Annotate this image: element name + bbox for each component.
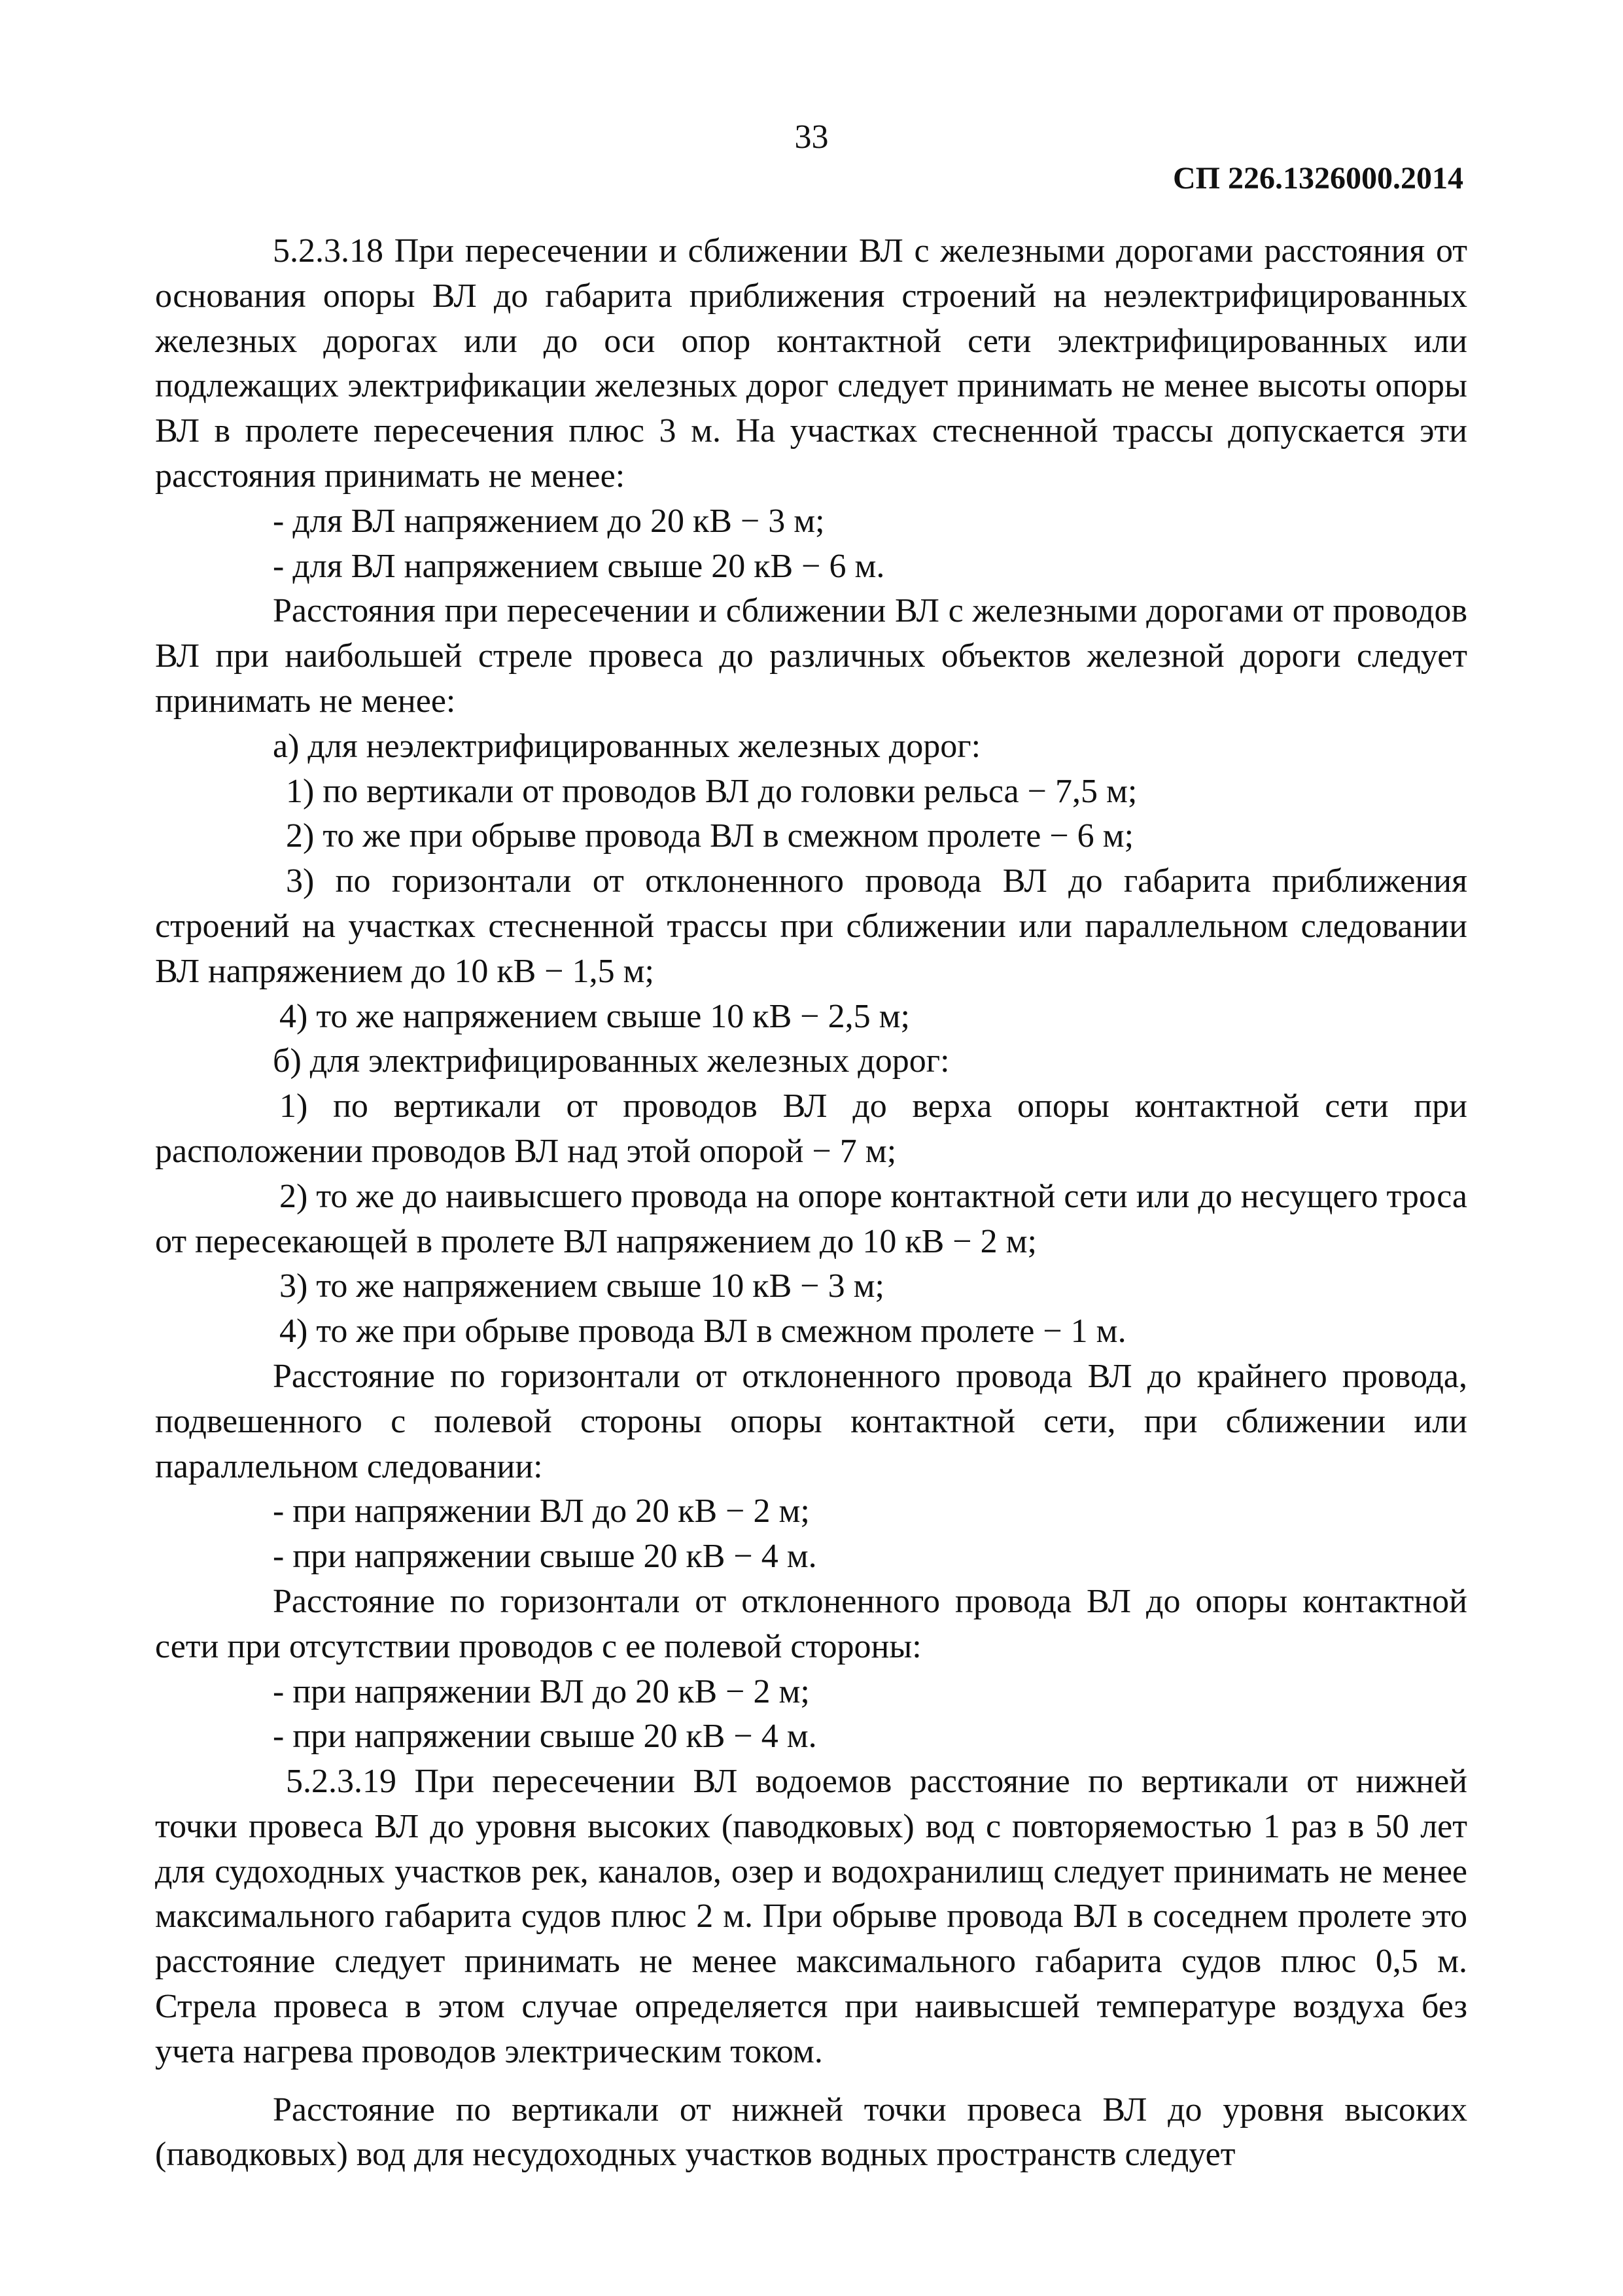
paragraph: Расстояние по вертикали от нижней точки провеса ВЛ до уровня высоких (паводковых) вод для несудоходных участков водных пространств следует (155, 2091, 1467, 2174)
list-item: - при напряжении свыше 20 кВ − 4 м. (273, 1538, 817, 1576)
paragraph-5-2-3-19: 5.2.3.19 При пересечении ВЛ водоемов расстояние по вертикали от нижней точки провеса ВЛ до уровня высоких (паводковых) вод с повторяемостью 1 раз в 50 лет для судоходных участков рек, каналов, озер и водохранилищ следует принимать не менее максимального габарита судов плюс 2 м. При обрыве провода ВЛ в соседнем пролете это расстояние следует принимать не менее максимального габарита судов плюс 0,5 м. Стрела провеса в этом случае определяется при наивысшей температуре воздуха без учета нагрева проводов электрическим током. (155, 1763, 1467, 2070)
list-item: 3) по горизонтали от отклоненного провода ВЛ до габарита приближения строений на участках стесненной трассы при сближении или параллельном следовании ВЛ напряжением до 10 кВ − 1,5 м; (155, 862, 1467, 990)
list-item: - при напряжении свыше 20 кВ − 4 м. (273, 1718, 817, 1756)
list-item: - при напряжении ВЛ до 20 кВ − 2 м; (273, 1492, 810, 1530)
list-heading: б) для электрифицированных железных дорог: (273, 1042, 950, 1080)
list-item: - при напряжении ВЛ до 20 кВ − 2 м; (273, 1672, 810, 1710)
list-heading: а) для неэлектрифицированных железных дорог: (273, 727, 981, 765)
list-item: 4) то же напряжением свыше 10 кВ − 2,5 м; (279, 997, 910, 1035)
list-item: - для ВЛ напряжением свыше 20 кВ − 6 м. (273, 547, 885, 585)
list-item: 2) то же при обрыве провода ВЛ в смежном пролете − 6 м; (286, 817, 1134, 855)
list-item: 2) то же до наивысшего провода на опоре контактной сети или до несущего троса от пересекающей в пролете ВЛ напряжением до 10 кВ − 2 м; (155, 1177, 1467, 1260)
paragraph-5-2-3-18: 5.2.3.18 При пересечении и сближении ВЛ с железными дорогами расстояния от основания опоры ВЛ до габарита приближения строений на неэлектрифицированных железных дорогах или до оси опор контактной сети электрифицированных или подлежащих электрификации железных дорог следует принимать не менее высоты опоры ВЛ в пролете пересечения плюс 3 м. На участках стесненной трассы допускается эти расстояния принимать не менее: (155, 232, 1467, 495)
page-number: 33 (794, 118, 829, 156)
list-item: 3) то же напряжением свыше 10 кВ − 3 м; (279, 1267, 884, 1305)
list-item: 1) по вертикали от проводов ВЛ до головки рельса − 7,5 м; (286, 772, 1138, 810)
list-item: - для ВЛ напряжением до 20 кВ − 3 м; (273, 502, 825, 540)
document-body (155, 229, 1467, 2178)
paragraph: Расстояния при пересечении и сближении ВЛ с железными дорогами от проводов ВЛ при наибольшей стреле провеса до различных объектов железной дороги следует принимать не менее: (155, 592, 1467, 720)
paragraph: Расстояние по горизонтали от отклоненного провода ВЛ до опоры контактной сети при отсутствии проводов с ее полевой стороны: (155, 1582, 1467, 1665)
list-item: 1) по вертикали от проводов ВЛ до верха опоры контактной сети при расположении проводов ВЛ над этой опорой − 7 м; (155, 1087, 1467, 1170)
document-code: СП 226.1326000.2014 (1173, 161, 1463, 196)
paragraph: Расстояние по горизонтали от отклоненного провода ВЛ до крайнего провода, подвешенного с полевой стороны опоры контактной сети, при сближении или параллельном следовании: (155, 1357, 1467, 1485)
list-item: 4) то же при обрыве провода ВЛ в смежном пролете − 1 м. (279, 1313, 1126, 1351)
